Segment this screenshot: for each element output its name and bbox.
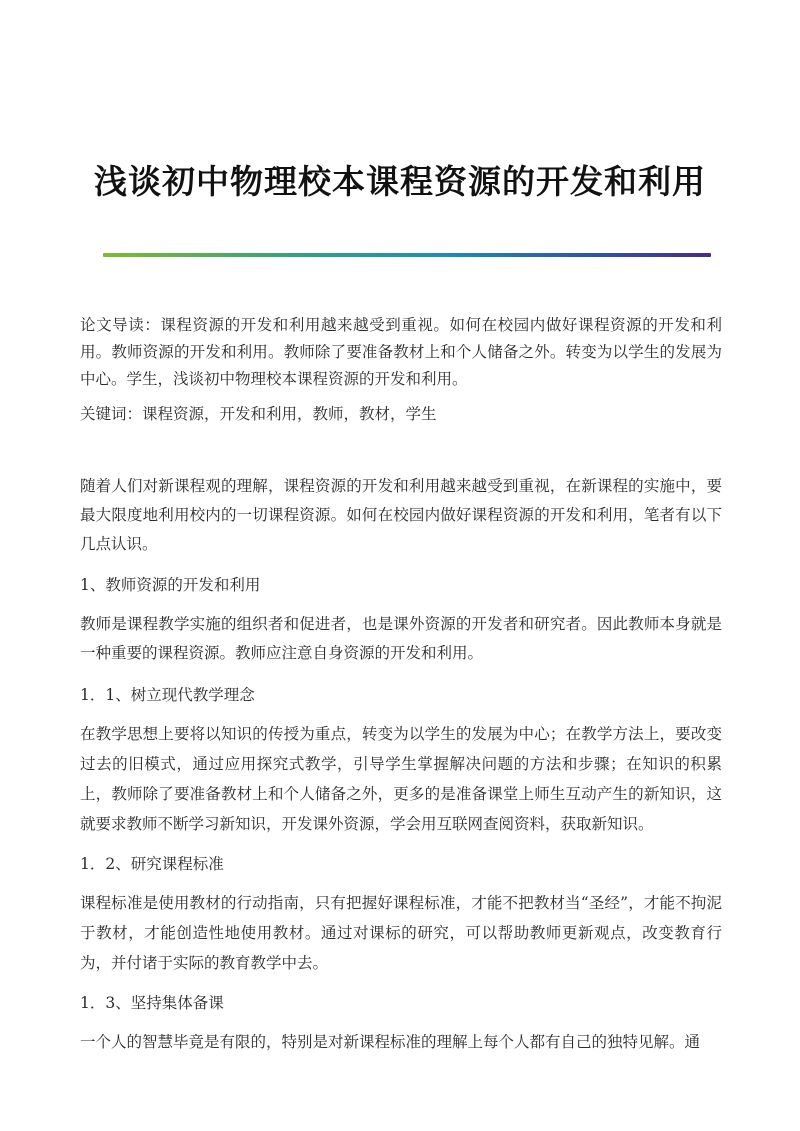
section-1-paragraph: 教师是课程教学实施的组织者和促进者，也是课外资源的开发者和研究者。因此教师本身就是一种重要的课程资源。教师应注意自身资源的开发和利用。: [80, 615, 722, 662]
section-1-2-heading: 1．2、研究课程标准: [80, 855, 224, 873]
section-1-2-paragraph: 课程标准是使用教材的行动指南，只有把握好课程标准，才能不把教材当“圣经”，才能不拘泥于教材，才能创造性地使用教材。通过对课标的研究，可以帮助教师更新观点，改变教育行为，并付诸于实际的教育教学中去。: [80, 894, 722, 972]
title-divider: [103, 253, 711, 257]
section-1-3-heading: 1．3、坚持集体备课: [80, 994, 224, 1012]
keywords: 关键词：课程资源，开发和利用，教师，教材，学生: [80, 405, 437, 423]
document-title: 浅谈初中物理校本课程资源的开发和利用: [94, 162, 706, 201]
section-1-1-paragraph: 在教学思想上要将以知识的传授为重点，转变为以学生的发展为中心；在教学方法上，要改变过去的旧模式，通过应用探究式教学，引导学生掌握解决问题的方法和步骤；在知识的积累上，教师除了要准备教材上和个人储备之外，更多的是准备课堂上师生互动产生的新知识，这就要求教师不断学习新知识，开发课外资源，学会用互联网查阅资料，获取新知识。: [80, 725, 722, 833]
section-1-heading: 1、教师资源的开发和利用: [80, 576, 261, 594]
section-1-3-paragraph: 一个人的智慧毕竟是有限的，特别是对新课程标准的理解上每个人都有自己的独特见解。通: [80, 1033, 701, 1051]
intro-paragraph: 随着人们对新课程观的理解，课程资源的开发和利用越来越受到重视，在新课程的实施中，要最大限度地利用校内的一切课程资源。如何在校园内做好课程资源的开发和利用，笔者有以下几点认识。: [80, 477, 722, 553]
abstract: 论文导读：课程资源的开发和利用越来越受到重视。如何在校园内做好课程资源的开发和利用。教师资源的开发和利用。教师除了要准备教材上和个人储备之外。转变为以学生的发展为中心。学生，浅谈初中物理校本课程资源的开发和利用。: [80, 316, 722, 388]
section-1-1-heading: 1．1、树立现代教学理念: [80, 686, 255, 704]
